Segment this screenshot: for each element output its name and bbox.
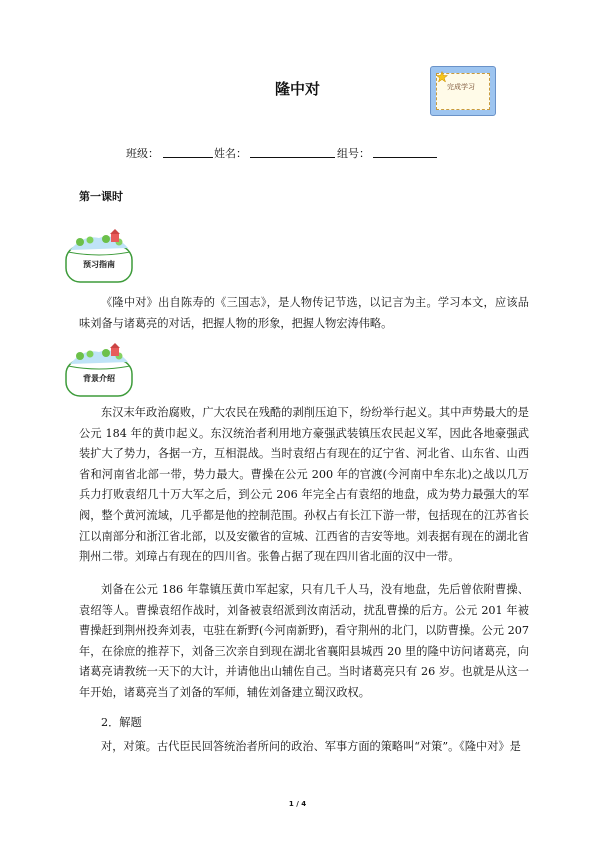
group-field[interactable] [373, 157, 437, 158]
page-title: 隆中对 [274, 80, 320, 98]
intro-paragraph: 《隆中对》出自陈寿的《三国志》，是人物传记节选，以记言为主。学习本文，应该品味刘备与诸葛亮的对话，把握人物的形象，把握人物宏涛伟略。 [79, 296, 529, 330]
lesson-heading: 第一课时 [79, 190, 123, 203]
background-paragraph-2: 刘备在公元 186 年靠镇压黄巾军起家，只有几千人马，没有地盘，先后曾依附曹操、袁绍等人。曹操袁绍作战时，刘备被袁绍派到汝南活动，扰乱曹操的后方。公元 201 年被曹操赶到荆州投奔刘表，屯驻在新野(今河南新野)，看守荆州的北门，以防曹操。公元 207 年，在徐庶的推荐下，刘备三次亲自到现在湖北省襄阳县城西 20 里的隆中访问诸葛亮，向诸葛亮请教统一天下的大计，并请他出山辅佐自己。当时诸葛亮只有 26 岁。也就是从这一年开始，诸葛亮当了刘备的军师，辅佐刘备建立蜀汉政权。 [79, 583, 529, 699]
subheading-2: 2．解题 [101, 716, 142, 729]
badge-text: 完成学习 [447, 83, 475, 91]
name-field[interactable] [250, 157, 335, 158]
badge-frame [436, 73, 490, 110]
tag-decoration-icon [64, 342, 134, 398]
tag-decoration-icon [64, 228, 134, 284]
paragraph-3: 对，对策。古代臣民回答统治者所问的政治、军事方面的策略叫“对策”。《隆中对》是 [101, 740, 521, 753]
background-tag [64, 342, 134, 398]
name-label: 姓名： [214, 147, 247, 160]
preview-guide-tag [64, 228, 134, 284]
preview-guide-label: 预习指南 [83, 260, 115, 269]
page-number: 1 / 4 [288, 800, 307, 808]
class-field[interactable] [163, 157, 213, 158]
group-label: 组号： [337, 147, 370, 160]
background-label: 背景介绍 [83, 374, 115, 383]
class-label: 班级： [126, 147, 159, 160]
completion-badge [430, 66, 496, 116]
background-paragraph-1: 东汉末年政治腐败，广大农民在残酷的剥削压迫下，纷纷举行起义。其中声势最大的是公元 184 年的黄巾起义。东汉统治者利用地方豪强武装镇压农民起义军，因此各地豪强武装扩大了势力，各据一方，互相混战。当时袁绍占有现在的辽宁省、河北省、山东省、山西省和河南省北部一带，势力最大。曹操在公元 200 年的官渡(今河南中牟东北)之战以几万兵力打败袁绍几十万大军之后，到公元 206 年完全占有袁绍的地盘，成为势力最强大的军阀，整个黄河流域，几乎都是他的控制范围。孙权占有长江下游一带，包括现在的江苏省长江以南部分和浙江省北部，以及安徽省的宣城、江西省的吉安等地。刘表据有现在的湖北省荆州二带。刘璋占有现在的四川省。张鲁占据了现在四川省北面的汉中一带。 [79, 406, 529, 564]
